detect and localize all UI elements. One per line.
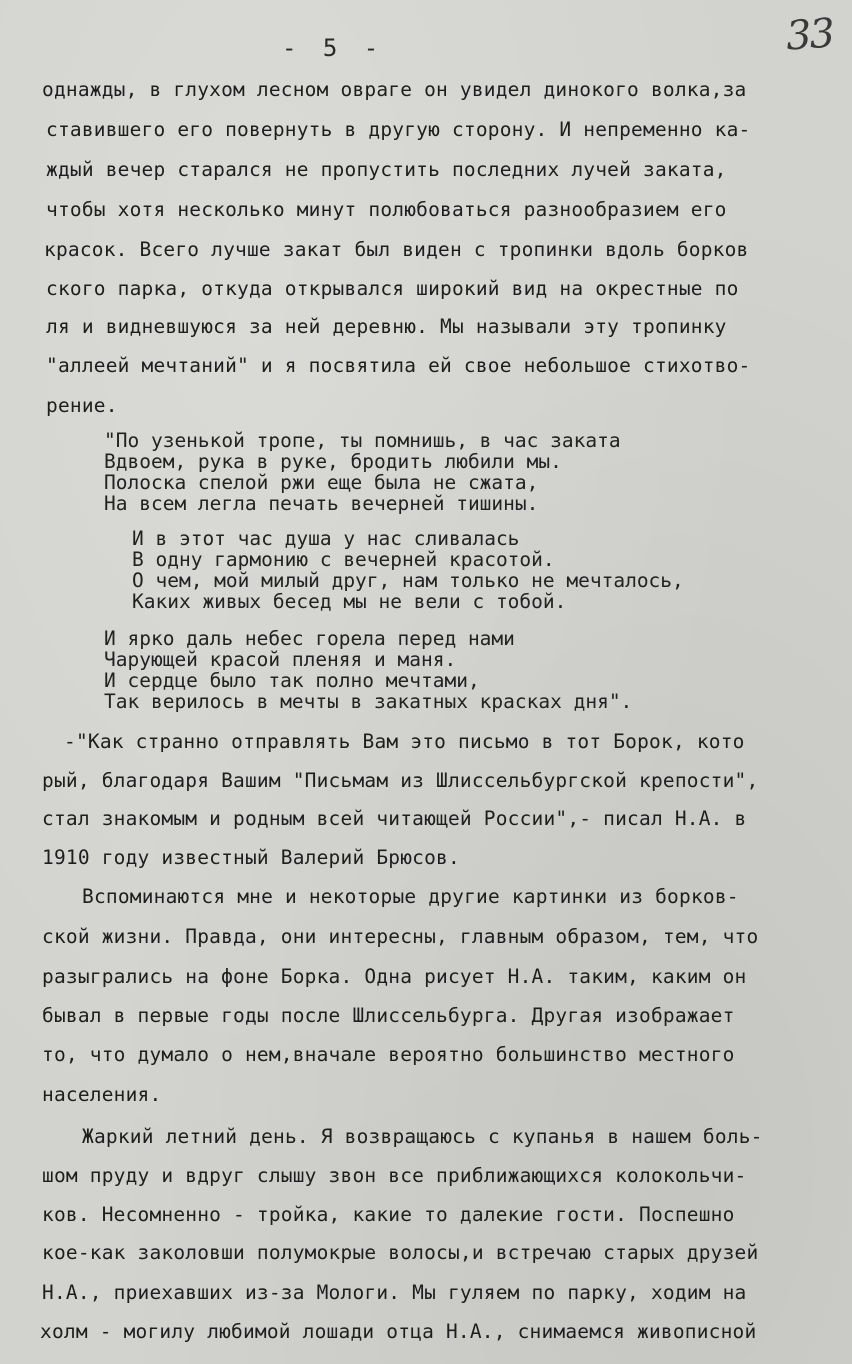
poem-line: И ярко даль небес горела перед нами (104, 627, 515, 650)
text-line: Жаркий летний день. Я возвращаюсь с купанья в нашем боль- (82, 1125, 763, 1148)
text-line: кое-как заколовши полумокрые волосы,и встречаю старых друзей (42, 1241, 759, 1264)
poem-line: И сердце было так полно мечтами, (104, 669, 480, 692)
text-line: чтобы хотя несколько минут полюбоваться разнообразием его (46, 198, 727, 221)
text-line: "аллеей мечтаний" и я посвятила ей свое небольшое стихотво- (46, 354, 751, 377)
text-line: шом пруду и вдруг слышу звон все приближающихся колокольчи- (42, 1164, 747, 1187)
poem-line: "По узенькой тропе, ты помнишь, в час заката (104, 429, 621, 452)
poem-line: Чарующей красой пленяя и маня. (104, 648, 457, 671)
text-line: ского парка, откуда открывался широкий вид на окрестные по (46, 277, 739, 300)
handwritten-archive-number: 33 (784, 10, 835, 60)
poem-line: На всем легла печать вечерней тишины. (104, 492, 539, 515)
text-line: Вспоминаются мне и некоторые другие картинки из борков- (82, 885, 739, 908)
text-line: рение. (46, 394, 118, 417)
text-line: разыгрались на фоне Борка. Одна рисует Н.А. таким, каким он (42, 965, 747, 988)
poem-line: Полоска спелой ржи еще была не сжата, (104, 471, 539, 494)
text-line: стал знакомым и родным всей читающей России",- писал Н.А. в (42, 807, 747, 830)
text-line: ля и видневшуюся за ней деревню. Мы называли эту тропинку (46, 315, 727, 338)
text-line: однажды, в глухом лесном овраге он увидел динокого волка,за (42, 78, 747, 101)
poem-line: И в этот час душа у нас сливалась (132, 527, 520, 550)
text-line: ждый вечер старался не пропустить последних лучей заката, (46, 158, 727, 181)
page-number: - 5 - (282, 34, 385, 62)
text-line: населения. (42, 1083, 162, 1106)
text-line: ставившего его повернуть в другую сторону. И непременно ка- (46, 118, 751, 141)
text-line: бывал в первые годы после Шлиссельбурга. Другая изображает (42, 1004, 735, 1027)
text-line: то, что думало о нем,вначале вероятно большинство местного (42, 1043, 735, 1066)
text-line: холм - могилу любимой лошади отца Н.А., снимаемся живописной (40, 1320, 757, 1343)
text-line: ской жизни. Правда, они интересны, главным образом, тем, что (42, 925, 759, 948)
poem-line: Вдвоем, рука в руке, бродить любили мы. (104, 450, 562, 473)
text-line: рый, благодаря Вашим "Письмам из Шлиссельбургской крепости", (42, 769, 759, 792)
poem-line: Каких живых бесед мы не вели с тобой. (132, 590, 567, 613)
text-line: 1910 году известный Валерий Брюсов. (42, 846, 460, 869)
text-line: Н.А., приехавших из-за Мологи. Мы гуляем по парку, ходим на (42, 1281, 747, 1304)
poem-line: В одну гармонию с вечерней красотой. (132, 548, 555, 571)
poem-line: О чем, мой милый друг, нам только не мечталось, (132, 569, 684, 592)
text-line: красок. Всего лучше закат был виден с тропинки вдоль борков (44, 238, 749, 261)
poem-line: Так верилось в мечты в закатных красках дня". (104, 690, 633, 713)
text-line: ков. Несомненно - тройка, какие то далекие гости. Поспешно (42, 1203, 735, 1226)
text-line: -"Как странно отправлять Вам это письмо в тот Борок, кото (64, 730, 745, 753)
